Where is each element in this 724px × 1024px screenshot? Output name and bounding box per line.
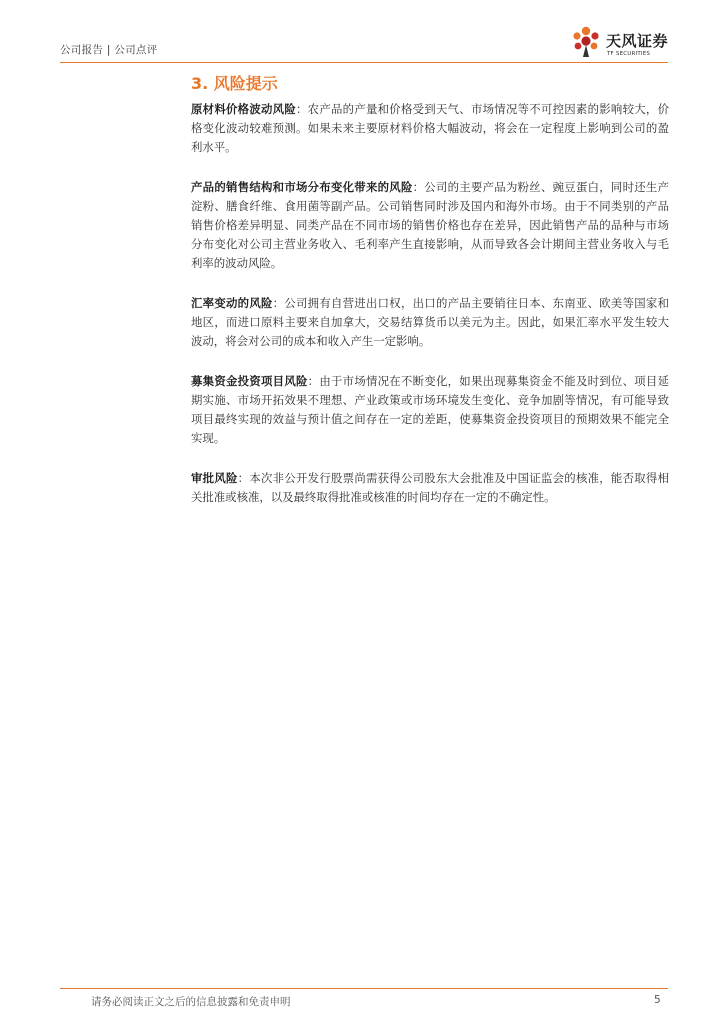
breadcrumb: 公司报告 | 公司点评 (60, 44, 158, 56)
risk-label: 募集资金投资项目风险 (191, 374, 308, 388)
risk-item (191, 100, 669, 157)
risk-text: ：由于市场情况在不断变化，如果出现募集资金不能及时到位、项目延期实施、市场开拓效果不理想、产业政策或市场环境发生变化、竞争加剧等情况，有可能导致项目最终实现的效益与预计值之间存在一定的差距，使募集资金投资项目的预期效果不能完全实现。 (191, 374, 669, 445)
page-number: 5 (654, 994, 661, 1006)
footer-divider (60, 988, 668, 989)
logo-name: 天风证券 (606, 32, 669, 50)
risk-label: 汇率变动的风险 (191, 296, 273, 310)
flower-logo-icon (568, 24, 604, 60)
risk-text: ：公司的主要产品为粉丝、豌豆蛋白，同时还生产淀粉、膳食纤维、食用菌等副产品。公司销售同时涉及国内和海外市场。由于不同类别的产品销售价格差异明显、同类产品在不同市场的销售价格也存在差异，因此销售产品的品种与市场分布变化对公司主营业务收入、毛利率产生直接影响，从而导致各会计期间主营业务收入与毛利率的波动风险。 (191, 180, 669, 270)
risk-text: ：本次非公开发行股票尚需获得公司股东大会批准及中国证监会的核准，能否取得相关批准或核准，以及最终取得批准或核准的时间均存在一定的不确定性。 (191, 471, 669, 504)
footer-disclaimer: 请务必阅读正文之后的信息披露和免责申明 (91, 996, 291, 1008)
company-logo (568, 24, 678, 60)
risk-label: 产品的销售结构和市场分布变化带来的风险 (191, 180, 413, 194)
risk-item (191, 294, 669, 351)
header-divider (60, 62, 668, 63)
logo-subtitle: TF SECURITIES (607, 51, 651, 57)
risk-text: ：农产品的产量和价格受到天气、市场情况等不可控因素的影响较大，价格变化波动较难预测。如果未来主要原材料价格大幅波动，将会在一定程度上影响到公司的盈利水平。 (191, 102, 669, 154)
risk-item (191, 469, 669, 507)
risk-list (191, 100, 669, 528)
section-title: 3. 风险提示 (191, 74, 278, 93)
risk-label: 原材料价格波动风险 (191, 102, 296, 116)
risk-label: 审批风险 (191, 471, 238, 485)
risk-text: ：公司拥有自营进出口权，出口的产品主要销往日本、东南亚、欧美等国家和地区，而进口原料主要来自加拿大，交易结算货币以美元为主。因此，如果汇率水平发生较大波动，将会对公司的成本和收入产生一定影响。 (191, 296, 669, 348)
risk-item (191, 372, 669, 448)
risk-item (191, 178, 669, 273)
